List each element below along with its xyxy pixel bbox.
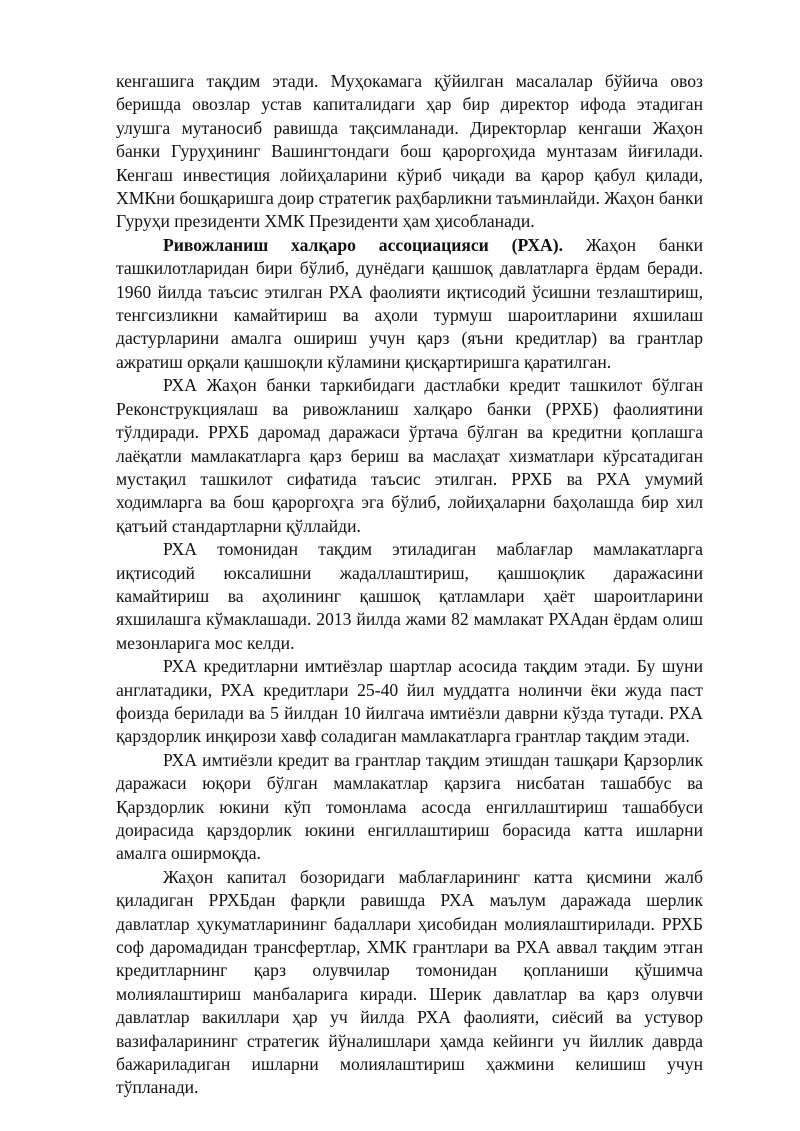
paragraph-5-text: РХА кредитларни имтиёзлар шартлар асосида тақдим этади. Бу шуни англатадики, РХА кредитлари 25-40 йил муддатга нолинчи ёки жуда паст фоизда берилади ва 5 йилдан 10 йилгача имтиёзли даврни кўзда тутади. РХА қарздорлик инқирози хавф соладиган мамлакатларга грантлар тақдим этади. — [116, 656, 703, 747]
paragraph-5 — [116, 655, 703, 749]
paragraph-1-text: кенгашига тақдим этади. Муҳокамага қўйилган масалалар бўйича овоз беришда овозлар устав капиталидаги ҳар бир директор ифода этадиган улушга мутаносиб равишда тақсимланади. Директорлар кенгаши Жаҳон банки Гуруҳининг Вашингтондаги бош қароргоҳида мунтазам йиғилади. Кенгаш инвестиция лойиҳаларини кўриб чиқади ва қарор қабул қилади, ХМКни бошқаришга доир стратегик раҳбарликни таъминлайди. Жаҳон банки Гуруҳи президенти ХМК Президенти ҳам ҳисобланади. — [116, 71, 703, 232]
paragraph-2 — [116, 234, 703, 374]
paragraph-1 — [116, 70, 703, 234]
paragraph-7-text: Жаҳон капитал бозоридаги маблағларининг катта қисмини жалб қиладиган РРХБдан фарқли равишда РХА маълум даражада шерлик давлатлар ҳукуматларининг бадаллари ҳисобидан молиялаштирилади. РРХБ соф даромадидан трансфертлар, ХМК грантлари ва РХА аввал тақдим этган кредитларнинг қарз олувчилар томонидан қопланиши қўшимча молиялаштириш манбаларига киради. Шерик давлатлар ва қарз олувчи давлатлар вакиллари ҳар уч йилда РХА фаолияти, сиёсий ва устувор вазифаларининг стратегик йўналишлари ҳамда кейинги уч йиллик даврда бажариладиган ишларни молиялаштириш ҳажмини келишиш учун тўпланади. — [116, 866, 703, 1098]
paragraph-3 — [116, 374, 703, 538]
paragraph-2-text: Жаҳон банки ташкилотларидан бири бўлиб, дунёдаги қашшоқ давлатларга ёрдам беради. 1960 йилда таъсис этилган РХА фаолияти иқтисодий ўсишни тезлаштириш, тенгсизликни камайтириш ва аҳоли турмуш шароитларини яхшилаш дастурларини амалга ошириш учун қарз (яъни кредитлар) ва грантлар ажратиш орқали қашшоқли кўламини қисқартиришга қаратилган. — [116, 234, 703, 372]
section-heading-rxa: Ривожланиш халқаро ассоциацияси (РХА). — [163, 234, 563, 255]
paragraph-6-text: РХА имтиёзли кредит ва грантлар тақдим этишдан ташқари Қарзорлик даражаси юқори бўлган мамлакатлар қарзига нисбатан ташаббус ва Қарздорлик юкини кўп томонлама асосда енгиллаштириш ташаббуси доирасида қарздорлик юкини енгиллаштириш борасида катта ишларни амалга оширмоқда. — [116, 749, 703, 864]
paragraph-4 — [116, 538, 703, 655]
paragraph-7 — [116, 866, 703, 1100]
paragraph-4-text: РХА томонидан тақдим этиладиган маблағлар мамлакатларга иқтисодий юксалишни жадаллаштириш, қашшоқлик даражасини камайтириш ва аҳолининг қашшоқ қатламлари ҳаёт шароитларини яхшилашга кўмаклашади. 2013 йилда жами 82 мамлакат РХАдан ёрдам олиш мезонларига мос келди. — [116, 539, 703, 653]
paragraph-6 — [116, 749, 703, 866]
document-page — [116, 70, 703, 1100]
paragraph-3-text: РХА Жаҳон банки таркибидаги дастлабки кредит ташкилот бўлган Реконструкциялаш ва ривожланиш халқаро банки (РРХБ) фаолиятини тўлдиради. РРХБ даромад даражаси ўртача бўлган ва кредитни қоплашга лаёқатли мамлакатларга қарз бериш ва маслаҳат хизматлари кўрсатадиган мустақил ташкилот сифатида таъсис этилган. РРХБ ва РХА умумий ходимларга ва бош қароргоҳга эга бўлиб, лойиҳаларни баҳолашда бир хил қатъий стандартларни қўллайди. — [116, 375, 703, 536]
